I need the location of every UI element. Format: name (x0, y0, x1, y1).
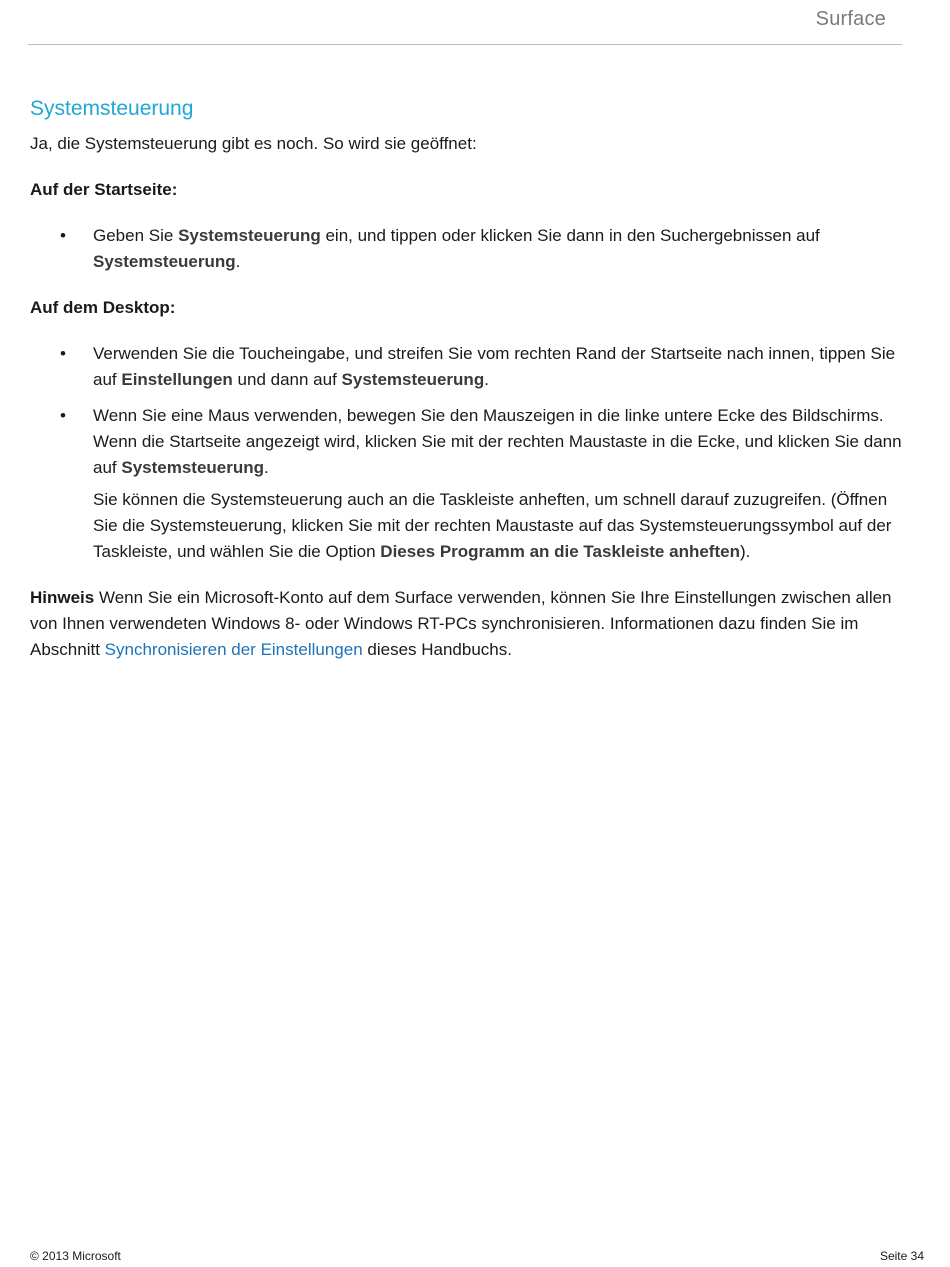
intro-paragraph: Ja, die Systemsteuerung gibt es noch. So wird sie geöffnet: (30, 134, 477, 153)
sync-settings-link[interactable]: Synchronisieren der Einstellungen (104, 640, 363, 659)
note-label: Hinweis (30, 588, 95, 607)
item-text: Geben Sie (93, 226, 179, 245)
header-divider (28, 44, 902, 45)
item-text: . (264, 458, 269, 477)
item-text: Wenn Sie eine Maus verwenden, bewegen Sie den Mauszeigen in die linke untere Ecke des Bildschirms. Wenn die Startseite angezeigt wird, klicken Sie mit der rechten Maustaste in die Ecke, und klicken Sie dann auf (93, 406, 902, 477)
bullet-icon: • (60, 226, 66, 245)
item-text: und dann auf (232, 370, 342, 389)
footer-page-number: Seite 34 (879, 1249, 924, 1263)
list-item (30, 403, 902, 565)
header-brand: Surface (815, 8, 886, 30)
page-content (30, 95, 902, 663)
item-text: . (484, 370, 489, 389)
item-text: Sie können die Systemsteuerung auch an die Taskleiste anheften, um schnell darauf zuzugreifen. (Öffnen Sie die Systemsteuerung, klicken Sie mit der rechten Maustaste auf das Systemsteuerungssymbol auf der Taskleiste, und wählen Sie die Option (93, 490, 892, 561)
start-list (30, 223, 902, 275)
desktop-list (30, 341, 902, 565)
footer-copyright: © 2013 Microsoft (30, 1249, 121, 1263)
note-paragraph (30, 585, 902, 663)
item-bold: Dieses Programm an die Taskleiste anheften (380, 542, 740, 561)
list-item (30, 223, 902, 275)
list-item (30, 341, 902, 393)
section-title: Systemsteuerung (30, 97, 194, 120)
item-sub-paragraph (93, 487, 902, 565)
item-bold: Systemsteuerung (178, 226, 321, 245)
item-text: . (235, 252, 241, 271)
item-text: ). (739, 542, 751, 561)
item-bold: Systemsteuerung (93, 252, 236, 271)
item-bold: Einstellungen (121, 370, 233, 389)
note-text: Wenn Sie ein Microsoft-Konto auf dem Surface verwenden, können Sie Ihre Einstellungen zwischen allen von Ihnen verwendeten Windows 8- oder Windows RT-PCs synchronisieren. Informationen dazu finden Sie im Abschnitt (30, 588, 892, 659)
item-bold: Systemsteuerung (341, 370, 485, 389)
bullet-icon: • (60, 406, 66, 425)
item-bold: Systemsteuerung (121, 458, 265, 477)
item-text: ein, und tippen oder klicken Sie dann in den Suchergebnissen auf (320, 226, 820, 245)
desktop-heading: Auf dem Desktop: (30, 298, 176, 317)
start-heading: Auf der Startseite: (30, 180, 178, 199)
bullet-icon: • (60, 344, 66, 363)
note-text: dieses Handbuchs. (362, 640, 512, 659)
item-text: Verwenden Sie die Toucheingabe, und streifen Sie vom rechten Rand der Startseite nach innen, tippen Sie auf (93, 344, 896, 389)
